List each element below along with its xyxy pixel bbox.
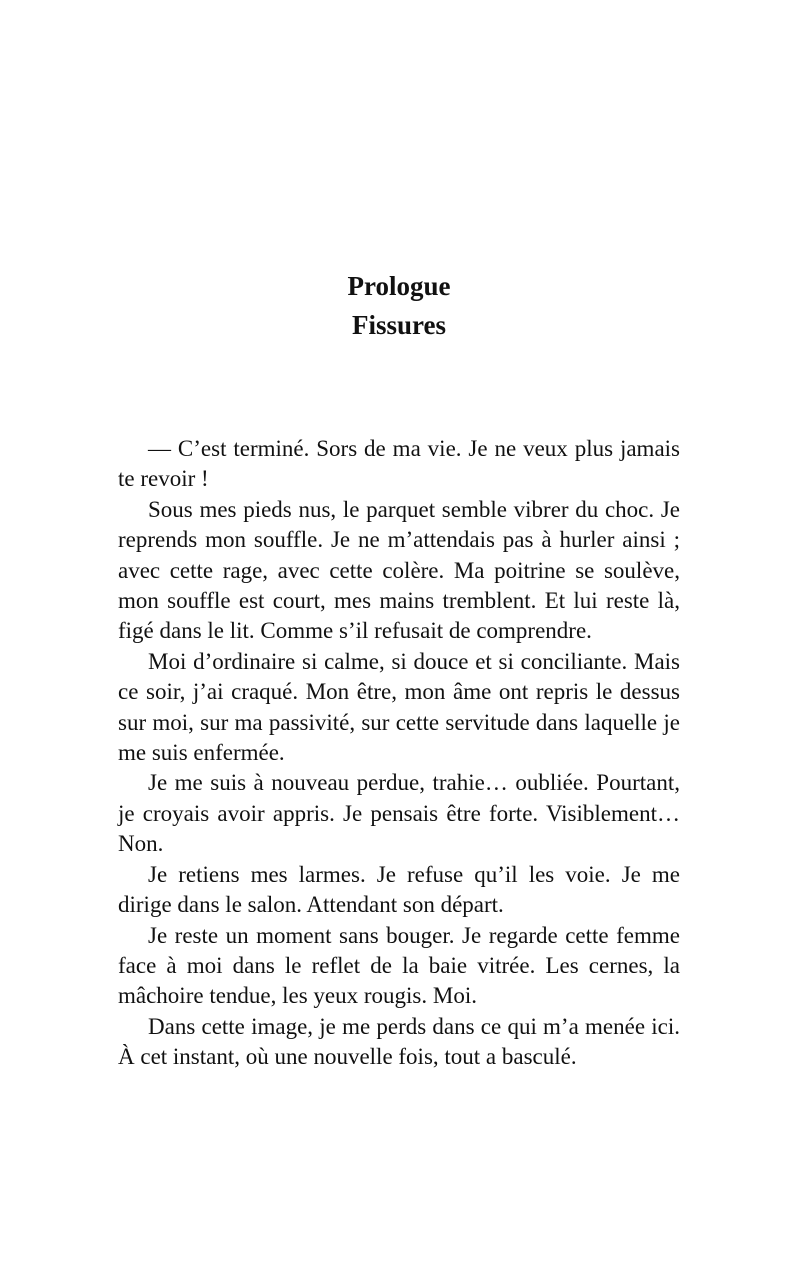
paragraph: Sous mes pieds nus, le parquet semble vibrer du choc. Je reprends mon souffle. Je ne m’attendais pas à hurler ainsi ; avec cette rage, avec cette colère. Ma poitrine se soulève, mon souffle est court, mes mains tremblent. Et lui reste là, figé dans le lit. Comme s’il refusait de comprendre. <box>118 496 680 644</box>
paragraph: Je reste un moment sans bouger. Je regarde cette femme face à moi dans le reflet de la baie vitrée. Les cernes, la mâchoire tendue, les yeux rougis. Moi. <box>118 922 680 1009</box>
paragraph: Je me suis à nouveau perdue, trahie… oubliée. Pourtant, je croyais avoir appris. Je pensais être forte. Visiblement… Non. <box>118 770 680 857</box>
prologue-text <box>118 434 680 1073</box>
chapter-title: Fissures <box>351 310 446 340</box>
prologue-heading: Prologue <box>347 271 451 301</box>
paragraph: — C’est terminé. Sors de ma vie. Je ne veux plus jamais te revoir ! <box>118 436 680 492</box>
paragraph: Je retiens mes larmes. Je refuse qu’il les voie. Je me dirige dans le salon. Attendant son départ. <box>118 861 680 918</box>
paragraph: Moi d’ordinaire si calme, si douce et si conciliante. Mais ce soir, j’ai craqué. Mon être, mon âme ont repris le dessus sur moi, sur ma passivité, sur cette servitude dans laquelle je me suis enfermée. <box>118 648 680 766</box>
paragraph: Dans cette image, je me perds dans ce qui m’a menée ici. À cet instant, où une nouvelle fois, tout a basculé. <box>118 1013 680 1070</box>
